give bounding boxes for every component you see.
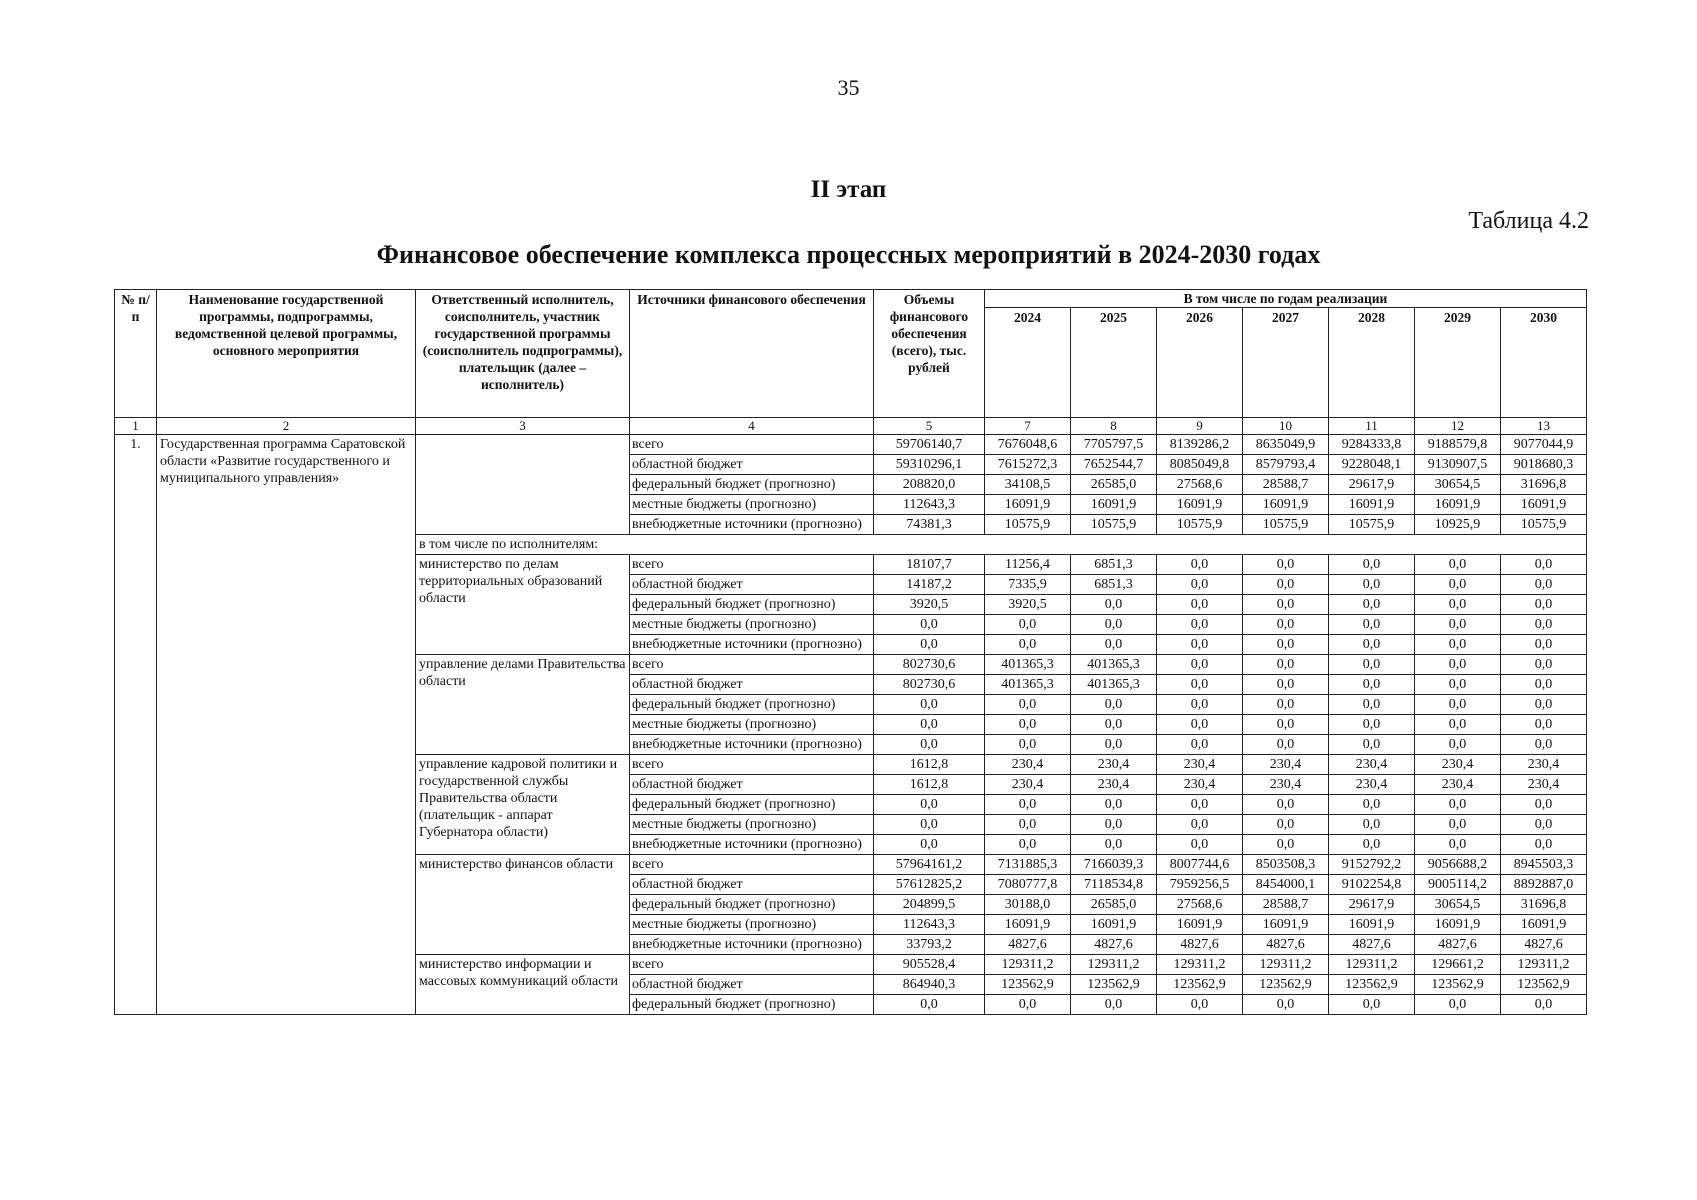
year-value-cell: 0,0 xyxy=(1071,595,1157,615)
year-value-cell: 6851,3 xyxy=(1071,575,1157,595)
year-value-cell: 230,4 xyxy=(1329,755,1415,775)
year-value-cell: 129311,2 xyxy=(1157,955,1243,975)
year-value-cell: 0,0 xyxy=(1415,615,1501,635)
total-value-cell: 3920,5 xyxy=(874,595,985,615)
year-value-cell: 28588,7 xyxy=(1243,475,1329,495)
year-value-cell: 9005114,2 xyxy=(1415,875,1501,895)
total-value-cell: 59706140,7 xyxy=(874,435,985,455)
year-value-cell: 0,0 xyxy=(1329,795,1415,815)
column-number: 2 xyxy=(157,418,416,435)
year-value-cell: 129661,2 xyxy=(1415,955,1501,975)
year-value-cell: 0,0 xyxy=(1501,735,1587,755)
year-value-cell: 0,0 xyxy=(1329,675,1415,695)
source-cell: внебюджетные источники (прогнозно) xyxy=(630,735,874,755)
year-value-cell: 123562,9 xyxy=(1157,975,1243,995)
source-cell: внебюджетные источники (прогнозно) xyxy=(630,935,874,955)
year-value-cell: 4827,6 xyxy=(985,935,1071,955)
total-value-cell: 864940,3 xyxy=(874,975,985,995)
year-value-cell: 8635049,9 xyxy=(1243,435,1329,455)
year-value-cell: 0,0 xyxy=(1243,635,1329,655)
year-value-cell: 0,0 xyxy=(1071,835,1157,855)
year-value-cell: 16091,9 xyxy=(1071,915,1157,935)
source-cell: федеральный бюджет (прогнозно) xyxy=(630,895,874,915)
year-value-cell: 0,0 xyxy=(1071,995,1157,1015)
year-value-cell: 7166039,3 xyxy=(1071,855,1157,875)
year-value-cell: 31696,8 xyxy=(1501,895,1587,915)
column-number: 5 xyxy=(874,418,985,435)
year-value-cell: 129311,2 xyxy=(1243,955,1329,975)
year-value-cell: 230,4 xyxy=(1329,775,1415,795)
year-value-cell: 16091,9 xyxy=(1071,495,1157,515)
year-value-cell: 9130907,5 xyxy=(1415,455,1501,475)
year-value-cell: 16091,9 xyxy=(1157,915,1243,935)
total-value-cell: 0,0 xyxy=(874,695,985,715)
source-cell: всего xyxy=(630,555,874,575)
year-value-cell: 16091,9 xyxy=(1243,495,1329,515)
year-value-cell: 7080777,8 xyxy=(985,875,1071,895)
year-value-cell: 0,0 xyxy=(985,615,1071,635)
year-value-cell: 0,0 xyxy=(1157,615,1243,635)
year-value-cell: 230,4 xyxy=(1501,775,1587,795)
year-value-cell: 0,0 xyxy=(1329,695,1415,715)
year-value-cell: 8454000,1 xyxy=(1243,875,1329,895)
total-value-cell: 18107,7 xyxy=(874,555,985,575)
year-value-cell: 34108,5 xyxy=(985,475,1071,495)
year-value-cell: 16091,9 xyxy=(985,915,1071,935)
column-number-row xyxy=(115,418,1587,435)
year-value-cell: 9188579,8 xyxy=(1415,435,1501,455)
year-value-cell: 401365,3 xyxy=(985,675,1071,695)
total-value-cell: 905528,4 xyxy=(874,955,985,975)
header-year: 2027 xyxy=(1243,308,1329,418)
stage-heading: II этап xyxy=(810,176,887,203)
year-value-cell: 16091,9 xyxy=(1157,495,1243,515)
year-value-cell: 0,0 xyxy=(1157,995,1243,1015)
year-value-cell: 0,0 xyxy=(1501,835,1587,855)
financing-table xyxy=(114,289,1587,1015)
year-value-cell: 30654,5 xyxy=(1415,475,1501,495)
year-value-cell: 0,0 xyxy=(1501,575,1587,595)
executor-name: министерство финансов области xyxy=(416,855,630,955)
year-value-cell: 9284333,8 xyxy=(1329,435,1415,455)
year-value-cell: 16091,9 xyxy=(1329,915,1415,935)
year-value-cell: 26585,0 xyxy=(1071,475,1157,495)
year-value-cell: 6851,3 xyxy=(1071,555,1157,575)
total-value-cell: 0,0 xyxy=(874,795,985,815)
page-number: 35 xyxy=(837,75,860,100)
year-value-cell: 0,0 xyxy=(1071,715,1157,735)
year-value-cell: 16091,9 xyxy=(1501,915,1587,935)
source-cell: федеральный бюджет (прогнозно) xyxy=(630,695,874,715)
year-value-cell: 0,0 xyxy=(1329,615,1415,635)
source-cell: федеральный бюджет (прогнозно) xyxy=(630,475,874,495)
year-value-cell: 10575,9 xyxy=(1157,515,1243,535)
year-value-cell: 3920,5 xyxy=(985,595,1071,615)
year-value-cell: 4827,6 xyxy=(1501,935,1587,955)
year-value-cell: 0,0 xyxy=(1243,675,1329,695)
year-value-cell: 0,0 xyxy=(1157,575,1243,595)
year-value-cell: 16091,9 xyxy=(1415,915,1501,935)
year-value-cell: 27568,6 xyxy=(1157,895,1243,915)
year-value-cell: 0,0 xyxy=(1415,675,1501,695)
header-year: 2025 xyxy=(1071,308,1157,418)
total-value-cell: 112643,3 xyxy=(874,915,985,935)
year-value-cell: 123562,9 xyxy=(1329,975,1415,995)
year-value-cell: 31696,8 xyxy=(1501,475,1587,495)
year-value-cell: 0,0 xyxy=(1501,655,1587,675)
year-value-cell: 0,0 xyxy=(1329,715,1415,735)
table-title: Финансовое обеспечение комплекса процессных мероприятий в 2024-2030 годах xyxy=(376,240,1321,269)
header-source: Источники финансового обеспечения xyxy=(630,290,874,418)
column-number: 11 xyxy=(1329,418,1415,435)
total-value-cell: 14187,2 xyxy=(874,575,985,595)
column-number: 4 xyxy=(630,418,874,435)
executor-cell xyxy=(416,435,630,535)
year-value-cell: 9152792,2 xyxy=(1329,855,1415,875)
year-value-cell: 0,0 xyxy=(1501,635,1587,655)
year-value-cell: 0,0 xyxy=(1329,595,1415,615)
year-value-cell: 0,0 xyxy=(1157,595,1243,615)
year-value-cell: 0,0 xyxy=(1329,815,1415,835)
year-value-cell: 0,0 xyxy=(1157,695,1243,715)
total-value-cell: 74381,3 xyxy=(874,515,985,535)
column-number: 12 xyxy=(1415,418,1501,435)
executor-name: управление делами Правительства области xyxy=(416,655,630,755)
total-value-cell: 57612825,2 xyxy=(874,875,985,895)
total-value-cell: 112643,3 xyxy=(874,495,985,515)
year-value-cell: 0,0 xyxy=(1501,815,1587,835)
year-value-cell: 0,0 xyxy=(1157,815,1243,835)
source-cell: всего xyxy=(630,435,874,455)
year-value-cell: 0,0 xyxy=(1329,635,1415,655)
year-value-cell: 0,0 xyxy=(1243,615,1329,635)
total-value-cell: 0,0 xyxy=(874,835,985,855)
year-value-cell: 10575,9 xyxy=(1329,515,1415,535)
year-value-cell: 26585,0 xyxy=(1071,895,1157,915)
year-value-cell: 0,0 xyxy=(1415,715,1501,735)
year-value-cell: 0,0 xyxy=(1243,715,1329,735)
year-value-cell: 0,0 xyxy=(1501,795,1587,815)
row-number: 1. xyxy=(115,435,157,1015)
year-value-cell: 0,0 xyxy=(1243,695,1329,715)
year-value-cell: 230,4 xyxy=(985,775,1071,795)
by-executors-label: в том числе по исполнителям: xyxy=(416,535,1587,555)
year-value-cell: 0,0 xyxy=(1243,595,1329,615)
year-value-cell: 0,0 xyxy=(1243,795,1329,815)
year-value-cell: 0,0 xyxy=(1243,995,1329,1015)
year-value-cell: 0,0 xyxy=(1157,715,1243,735)
year-value-cell: 9228048,1 xyxy=(1329,455,1415,475)
year-value-cell: 9018680,3 xyxy=(1501,455,1587,475)
year-value-cell: 123562,9 xyxy=(985,975,1071,995)
year-value-cell: 230,4 xyxy=(1415,755,1501,775)
header-year: 2024 xyxy=(985,308,1071,418)
source-cell: местные бюджеты (прогнозно) xyxy=(630,815,874,835)
source-cell: федеральный бюджет (прогнозно) xyxy=(630,995,874,1015)
total-value-cell: 802730,6 xyxy=(874,655,985,675)
year-value-cell: 8007744,6 xyxy=(1157,855,1243,875)
source-cell: всего xyxy=(630,755,874,775)
source-cell: областной бюджет xyxy=(630,875,874,895)
year-value-cell: 0,0 xyxy=(1501,695,1587,715)
year-value-cell: 0,0 xyxy=(1501,555,1587,575)
year-value-cell: 401365,3 xyxy=(985,655,1071,675)
program-name: Государственная программа Саратовской области «Развитие государственного и муниципального управления» xyxy=(157,435,416,1015)
year-value-cell: 7959256,5 xyxy=(1157,875,1243,895)
year-value-cell: 0,0 xyxy=(1071,695,1157,715)
year-value-cell: 129311,2 xyxy=(1071,955,1157,975)
column-number: 3 xyxy=(416,418,630,435)
year-value-cell: 0,0 xyxy=(1329,995,1415,1015)
year-value-cell: 10575,9 xyxy=(1071,515,1157,535)
source-cell: всего xyxy=(630,855,874,875)
header-year: 2026 xyxy=(1157,308,1243,418)
year-value-cell: 230,4 xyxy=(1415,775,1501,795)
year-value-cell: 0,0 xyxy=(1415,835,1501,855)
year-value-cell: 0,0 xyxy=(1501,715,1587,735)
year-value-cell: 129311,2 xyxy=(1501,955,1587,975)
header-year: 2028 xyxy=(1329,308,1415,418)
year-value-cell: 10575,9 xyxy=(985,515,1071,535)
year-value-cell: 0,0 xyxy=(1071,635,1157,655)
year-value-cell: 0,0 xyxy=(1243,655,1329,675)
year-value-cell: 8139286,2 xyxy=(1157,435,1243,455)
executor-name: министерство по делам территориальных образований области xyxy=(416,555,630,655)
source-cell: местные бюджеты (прогнозно) xyxy=(630,615,874,635)
year-value-cell: 0,0 xyxy=(1501,995,1587,1015)
column-number: 9 xyxy=(1157,418,1243,435)
year-value-cell: 230,4 xyxy=(1243,775,1329,795)
year-value-cell: 0,0 xyxy=(1329,655,1415,675)
year-value-cell: 401365,3 xyxy=(1071,655,1157,675)
year-value-cell: 27568,6 xyxy=(1157,475,1243,495)
year-value-cell: 0,0 xyxy=(1415,595,1501,615)
year-value-cell: 0,0 xyxy=(1415,655,1501,675)
year-value-cell: 9102254,8 xyxy=(1329,875,1415,895)
table-row xyxy=(115,435,1587,455)
total-value-cell: 1612,8 xyxy=(874,775,985,795)
total-value-cell: 208820,0 xyxy=(874,475,985,495)
year-value-cell: 0,0 xyxy=(1415,555,1501,575)
total-value-cell: 0,0 xyxy=(874,715,985,735)
year-value-cell: 0,0 xyxy=(1415,795,1501,815)
total-value-cell: 57964161,2 xyxy=(874,855,985,875)
source-cell: областной бюджет xyxy=(630,675,874,695)
year-value-cell: 16091,9 xyxy=(1415,495,1501,515)
source-cell: федеральный бюджет (прогнозно) xyxy=(630,595,874,615)
year-value-cell: 16091,9 xyxy=(1501,495,1587,515)
year-value-cell: 0,0 xyxy=(985,835,1071,855)
source-cell: всего xyxy=(630,655,874,675)
year-value-cell: 0,0 xyxy=(1071,615,1157,635)
header-no: № п/п xyxy=(115,290,157,418)
source-cell: внебюджетные источники (прогнозно) xyxy=(630,835,874,855)
year-value-cell: 0,0 xyxy=(1501,595,1587,615)
year-value-cell: 16091,9 xyxy=(1329,495,1415,515)
year-value-cell: 123562,9 xyxy=(1415,975,1501,995)
table-number: Таблица 4.2 xyxy=(1468,208,1589,234)
year-value-cell: 8579793,4 xyxy=(1243,455,1329,475)
year-value-cell: 4827,6 xyxy=(1243,935,1329,955)
year-value-cell: 0,0 xyxy=(985,715,1071,735)
year-value-cell: 0,0 xyxy=(1415,635,1501,655)
year-value-cell: 7705797,5 xyxy=(1071,435,1157,455)
year-value-cell: 0,0 xyxy=(985,795,1071,815)
year-value-cell: 230,4 xyxy=(1157,775,1243,795)
year-value-cell: 129311,2 xyxy=(1329,955,1415,975)
year-value-cell: 11256,4 xyxy=(985,555,1071,575)
total-value-cell: 0,0 xyxy=(874,735,985,755)
year-value-cell: 0,0 xyxy=(1501,615,1587,635)
year-value-cell: 0,0 xyxy=(1157,635,1243,655)
year-value-cell: 4827,6 xyxy=(1329,935,1415,955)
year-value-cell: 8503508,3 xyxy=(1243,855,1329,875)
year-value-cell: 9056688,2 xyxy=(1415,855,1501,875)
year-value-cell: 0,0 xyxy=(1157,835,1243,855)
total-value-cell: 0,0 xyxy=(874,615,985,635)
executor-name: управление кадровой политики и государственной службы Правительства области (плательщик - аппарат Губернатора области) xyxy=(416,755,630,855)
year-value-cell: 0,0 xyxy=(1243,835,1329,855)
year-value-cell: 0,0 xyxy=(1157,655,1243,675)
year-value-cell: 28588,7 xyxy=(1243,895,1329,915)
year-value-cell: 0,0 xyxy=(985,635,1071,655)
year-value-cell: 8945503,3 xyxy=(1501,855,1587,875)
header-years-group: В том числе по годам реализации xyxy=(985,290,1587,308)
year-value-cell: 401365,3 xyxy=(1071,675,1157,695)
year-value-cell: 0,0 xyxy=(1329,735,1415,755)
executor-name: министерство информации и массовых коммуникаций области xyxy=(416,955,630,1015)
year-value-cell: 10575,9 xyxy=(1501,515,1587,535)
year-value-cell: 0,0 xyxy=(1243,555,1329,575)
year-value-cell: 230,4 xyxy=(985,755,1071,775)
year-value-cell: 0,0 xyxy=(1415,575,1501,595)
source-cell: внебюджетные источники (прогнозно) xyxy=(630,635,874,655)
year-value-cell: 30654,5 xyxy=(1415,895,1501,915)
total-value-cell: 204899,5 xyxy=(874,895,985,915)
total-value-cell: 0,0 xyxy=(874,635,985,655)
header-year: 2029 xyxy=(1415,308,1501,418)
header-year: 2030 xyxy=(1501,308,1587,418)
year-value-cell: 7131885,3 xyxy=(985,855,1071,875)
year-value-cell: 29617,9 xyxy=(1329,475,1415,495)
source-cell: всего xyxy=(630,955,874,975)
year-value-cell: 10575,9 xyxy=(1243,515,1329,535)
year-value-cell: 0,0 xyxy=(1243,575,1329,595)
source-cell: областной бюджет xyxy=(630,775,874,795)
year-value-cell: 8892887,0 xyxy=(1501,875,1587,895)
year-value-cell: 7652544,7 xyxy=(1071,455,1157,475)
year-value-cell: 7676048,6 xyxy=(985,435,1071,455)
year-value-cell: 230,4 xyxy=(1243,755,1329,775)
source-cell: местные бюджеты (прогнозно) xyxy=(630,915,874,935)
source-cell: областной бюджет xyxy=(630,455,874,475)
column-number: 1 xyxy=(115,418,157,435)
year-value-cell: 0,0 xyxy=(985,995,1071,1015)
total-value-cell: 59310296,1 xyxy=(874,455,985,475)
year-value-cell: 129311,2 xyxy=(985,955,1071,975)
year-value-cell: 4827,6 xyxy=(1157,935,1243,955)
total-value-cell: 1612,8 xyxy=(874,755,985,775)
year-value-cell: 0,0 xyxy=(1415,815,1501,835)
year-value-cell: 7335,9 xyxy=(985,575,1071,595)
year-value-cell: 123562,9 xyxy=(1243,975,1329,995)
year-value-cell: 0,0 xyxy=(985,695,1071,715)
year-value-cell: 0,0 xyxy=(985,815,1071,835)
year-value-cell: 0,0 xyxy=(1501,675,1587,695)
year-value-cell: 0,0 xyxy=(985,735,1071,755)
year-value-cell: 230,4 xyxy=(1157,755,1243,775)
year-value-cell: 123562,9 xyxy=(1501,975,1587,995)
year-value-cell: 0,0 xyxy=(1157,795,1243,815)
source-cell: федеральный бюджет (прогнозно) xyxy=(630,795,874,815)
year-value-cell: 0,0 xyxy=(1243,735,1329,755)
source-cell: местные бюджеты (прогнозно) xyxy=(630,715,874,735)
column-number: 7 xyxy=(985,418,1071,435)
year-value-cell: 9077044,9 xyxy=(1501,435,1587,455)
year-value-cell: 0,0 xyxy=(1071,815,1157,835)
column-number: 10 xyxy=(1243,418,1329,435)
year-value-cell: 0,0 xyxy=(1329,575,1415,595)
total-value-cell: 0,0 xyxy=(874,815,985,835)
year-value-cell: 7615272,3 xyxy=(985,455,1071,475)
year-value-cell: 0,0 xyxy=(1157,735,1243,755)
source-cell: внебюджетные источники (прогнозно) xyxy=(630,515,874,535)
year-value-cell: 30188,0 xyxy=(985,895,1071,915)
year-value-cell: 0,0 xyxy=(1071,795,1157,815)
year-value-cell: 0,0 xyxy=(1157,675,1243,695)
year-value-cell: 0,0 xyxy=(1071,735,1157,755)
column-number: 8 xyxy=(1071,418,1157,435)
year-value-cell: 0,0 xyxy=(1415,695,1501,715)
year-value-cell: 123562,9 xyxy=(1071,975,1157,995)
column-number: 13 xyxy=(1501,418,1587,435)
header-program: Наименование государственной программы, подпрограммы, ведомственной целевой программы, основного мероприятия xyxy=(157,290,416,418)
year-value-cell: 230,4 xyxy=(1071,755,1157,775)
year-value-cell: 0,0 xyxy=(1157,555,1243,575)
year-value-cell: 0,0 xyxy=(1329,555,1415,575)
year-value-cell: 16091,9 xyxy=(985,495,1071,515)
year-value-cell: 0,0 xyxy=(1243,815,1329,835)
total-value-cell: 0,0 xyxy=(874,995,985,1015)
year-value-cell: 230,4 xyxy=(1071,775,1157,795)
year-value-cell: 230,4 xyxy=(1501,755,1587,775)
source-cell: местные бюджеты (прогнозно) xyxy=(630,495,874,515)
header-volume: Объемы финансового обеспечения (всего), тыс. рублей xyxy=(874,290,985,418)
year-value-cell: 4827,6 xyxy=(1415,935,1501,955)
header-executor: Ответственный исполнитель, соисполнитель, участник государственной программы (соисполнитель подпрограммы), плательщик (далее – исполнитель) xyxy=(416,290,630,418)
year-value-cell: 8085049,8 xyxy=(1157,455,1243,475)
year-value-cell: 10925,9 xyxy=(1415,515,1501,535)
year-value-cell: 0,0 xyxy=(1415,735,1501,755)
year-value-cell: 4827,6 xyxy=(1071,935,1157,955)
source-cell: областной бюджет xyxy=(630,975,874,995)
year-value-cell: 29617,9 xyxy=(1329,895,1415,915)
total-value-cell: 33793,2 xyxy=(874,935,985,955)
year-value-cell: 0,0 xyxy=(1415,995,1501,1015)
year-value-cell: 0,0 xyxy=(1329,835,1415,855)
year-value-cell: 16091,9 xyxy=(1243,915,1329,935)
source-cell: областной бюджет xyxy=(630,575,874,595)
total-value-cell: 802730,6 xyxy=(874,675,985,695)
year-value-cell: 7118534,8 xyxy=(1071,875,1157,895)
